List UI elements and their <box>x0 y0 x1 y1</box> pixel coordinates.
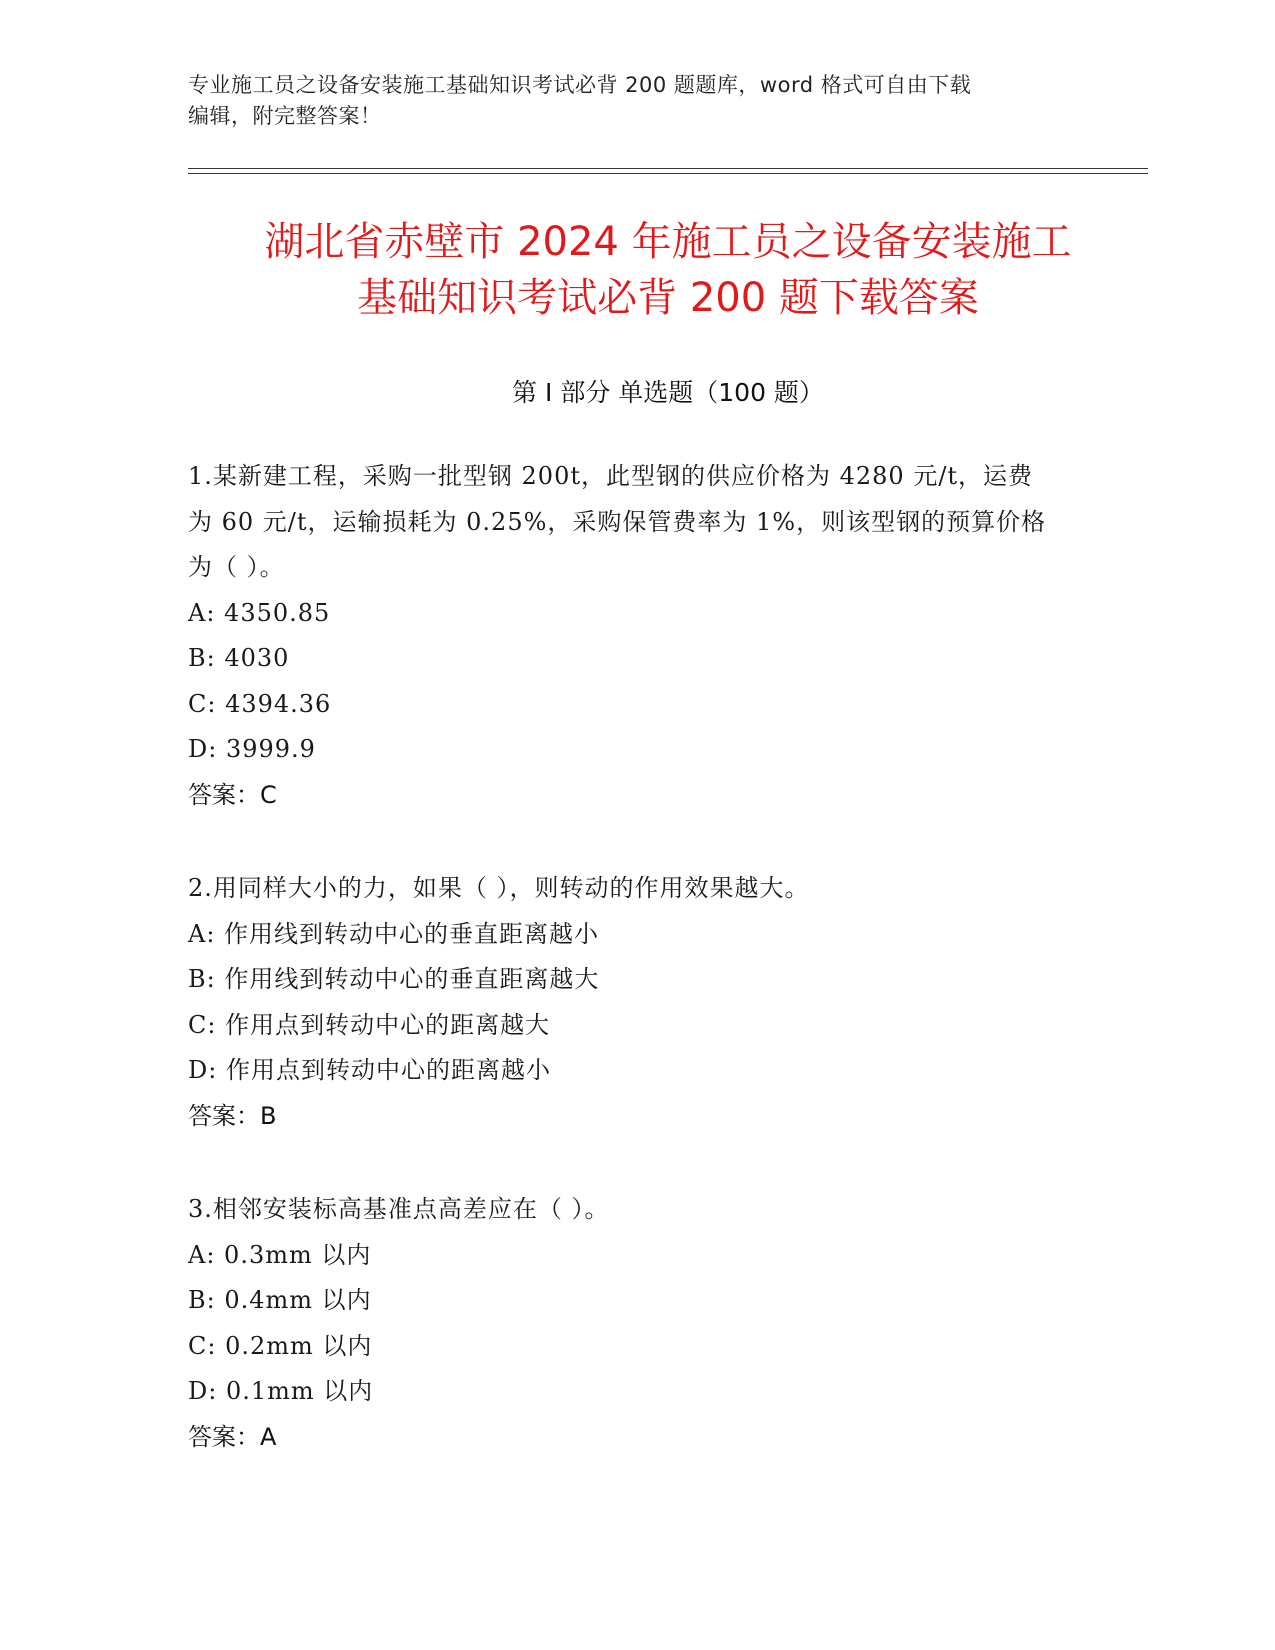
option-b: B: 作用线到转动中心的垂直距离越大 <box>188 965 600 993</box>
question-3 <box>188 1187 1148 1460</box>
option-d: D: 3999.9 <box>188 735 316 763</box>
header-divider-top <box>188 168 1148 169</box>
header-divider-bottom <box>188 173 1148 174</box>
option-a: A: 4350.85 <box>188 598 331 627</box>
option-b: B: 0.4mm 以内 <box>188 1286 372 1314</box>
document-page <box>188 70 1148 1508</box>
question-1 <box>188 454 1148 818</box>
option-d: D: 0.1mm 以内 <box>188 1377 374 1405</box>
answer-text: 答案：C <box>188 780 277 809</box>
option-b: B: 4030 <box>188 644 290 672</box>
intro-line-1: 专业施工员之设备安装施工基础知识考试必背 200 题题库，word 格式可自由下载 <box>188 73 972 97</box>
question-2 <box>188 866 1148 1139</box>
answer-text: 答案：A <box>188 1422 277 1451</box>
question-list <box>188 454 1148 1460</box>
question-stem: 1.某新建工程，采购一批型钢 200t，此型钢的供应价格为 4280 元/t，运费为 60 元/t，运输损耗为 0.25%，采购保管费率为 1%，则该型钢的预算价格为（ ）。 <box>188 462 1047 581</box>
question-stem: 2.用同样大小的力，如果（ ），则转动的作用效果越大。 <box>188 874 810 902</box>
answer-text: 答案：B <box>188 1101 277 1130</box>
title-line-1: 湖北省赤壁市 2024 年施工员之设备安装施工 <box>264 219 1072 265</box>
question-stem: 3.相邻安装标高基准点高差应在（ ）。 <box>188 1195 610 1223</box>
option-c: C: 作用点到转动中心的距离越大 <box>188 1010 551 1039</box>
option-c: C: 4394.36 <box>188 689 332 718</box>
option-a: A: 0.3mm 以内 <box>188 1240 372 1269</box>
intro-text <box>188 70 1068 132</box>
option-a: A: 作用线到转动中心的垂直距离越小 <box>188 919 600 948</box>
option-c: C: 0.2mm 以内 <box>188 1331 373 1360</box>
intro-line-2: 编辑，附完整答案！ <box>188 104 382 128</box>
document-title <box>188 214 1148 326</box>
section-heading: 第 I 部分 单选题（100 题） <box>512 378 824 407</box>
title-line-2: 基础知识考试必背 200 题下载答案 <box>357 275 979 321</box>
option-d: D: 作用点到转动中心的距离越小 <box>188 1056 551 1084</box>
